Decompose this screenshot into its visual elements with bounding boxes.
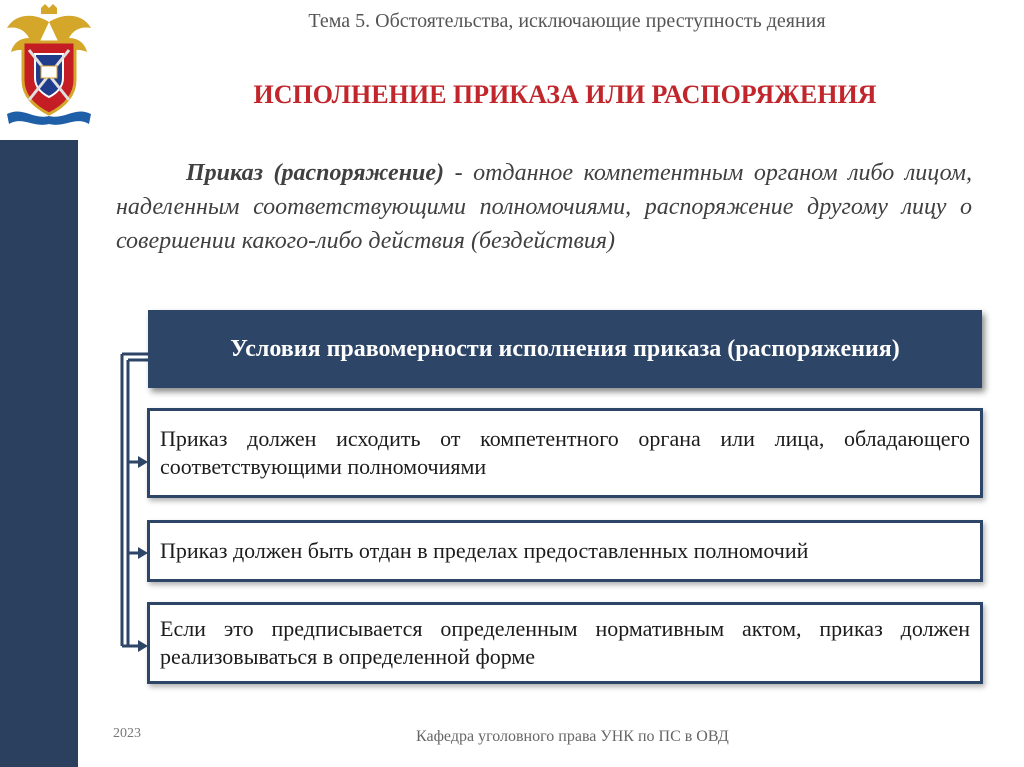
condition-text-2: Приказ должен быть отдан в пределах предоставленных полномочий xyxy=(160,538,809,563)
footer-year: 2023 xyxy=(113,726,141,741)
topic-title: Тема 5. Обстоятельства, исключающие преступность деяния xyxy=(308,10,826,32)
definition-text: - отданное компетентным органом либо лицом, наделенным соответствующими полномочиями, распоряжение другому лицу о совершении какого-либо действия (бездействия) xyxy=(116,160,972,254)
slide-title: ИСПОЛНЕНИЕ ПРИКАЗА ИЛИ РАСПОРЯЖЕНИЯ xyxy=(253,80,877,109)
conditions-heading-box: Условия правомерности исполнения приказа (распоряжения) xyxy=(148,310,982,388)
condition-text-3: Если это предписывается определенным нормативным актом, приказ должен реализовываться в определенной форме xyxy=(160,616,970,669)
condition-box-3 xyxy=(147,602,983,684)
footer-department: Кафедра уголовного права УНК по ПС в ОВД xyxy=(416,728,729,745)
condition-box-2 xyxy=(147,520,983,582)
condition-box-1 xyxy=(147,408,983,498)
definition-term: Приказ (распоряжение) xyxy=(186,160,445,186)
condition-text-1: Приказ должен исходить от компетентного органа или лица, обладающего соответствующими полномочиями xyxy=(160,426,970,479)
